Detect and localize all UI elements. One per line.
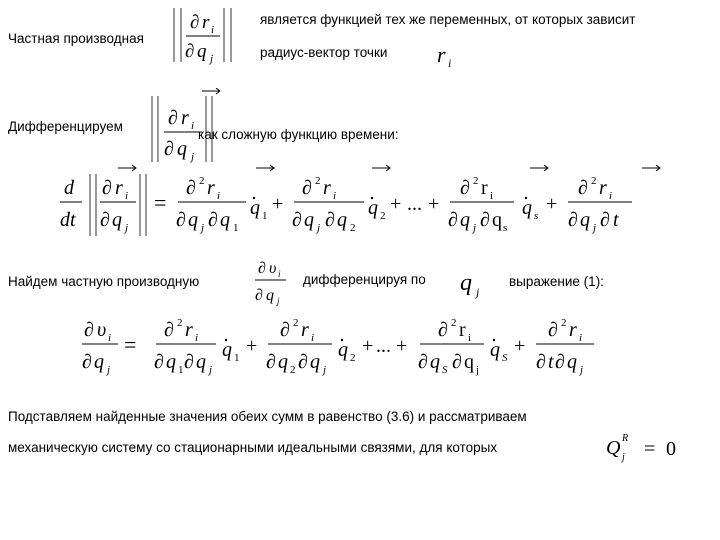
zero: 0 — [666, 438, 676, 460]
q: q — [112, 209, 122, 231]
sub-1: 1 — [262, 210, 268, 222]
Q: Q — [606, 437, 621, 459]
upsilon: υ — [97, 319, 107, 341]
q-dot: q — [250, 197, 260, 219]
plus: + — [390, 193, 402, 215]
i-subscript: i — [448, 56, 452, 70]
q: q — [266, 287, 274, 304]
plus: + — [246, 335, 258, 357]
paragraph2-tail: как сложную функцию времени: — [198, 127, 399, 142]
formula-partial-ri-qj-1 — [168, 4, 238, 66]
i: i — [468, 332, 472, 344]
sub-1: 1 — [234, 352, 240, 364]
partial: ∂ — [568, 209, 578, 231]
dt-denominator: dt — [60, 209, 76, 231]
formula-partial-vi-qj — [250, 252, 292, 310]
partial: ∂ — [84, 319, 94, 341]
partial: ∂ — [100, 209, 110, 231]
partial: ∂ — [292, 209, 302, 231]
sub-s: s — [534, 210, 539, 222]
power-2: 2 — [293, 317, 299, 329]
q: q — [94, 351, 104, 373]
r: r — [599, 177, 607, 199]
r: r — [569, 319, 577, 341]
q-dot: q — [222, 339, 232, 361]
numerator-r: r — [202, 12, 210, 33]
partial: ∂ — [536, 351, 546, 373]
partial: ∂ — [258, 260, 266, 277]
q: q — [310, 351, 320, 373]
power-2: 2 — [315, 175, 321, 187]
power-2: 2 — [473, 175, 479, 187]
plus: + — [428, 193, 440, 215]
denominator-q: q — [177, 138, 187, 160]
sub-2: 2 — [290, 364, 296, 376]
partial: ∂ — [164, 319, 174, 341]
q: q — [464, 351, 474, 373]
plus: + — [546, 193, 558, 215]
i: i — [278, 269, 281, 279]
ellipsis: ... — [376, 335, 391, 357]
q: q — [337, 209, 347, 231]
r: r — [459, 319, 466, 341]
partial: ∂ — [578, 177, 588, 199]
paragraph3-lead: Найдем частную производную — [8, 274, 200, 289]
power-2: 2 — [591, 175, 597, 187]
r: r — [301, 319, 309, 341]
plus: + — [272, 193, 284, 215]
q: q — [460, 270, 472, 296]
q: q — [492, 209, 502, 231]
partial: ∂ — [325, 209, 335, 231]
partial: ∂ — [460, 177, 470, 199]
ellipsis: ... — [407, 193, 422, 215]
i: i — [579, 332, 583, 344]
q: q — [188, 209, 198, 231]
q: q — [460, 209, 470, 231]
j: j — [473, 222, 477, 234]
q: q — [430, 351, 440, 373]
i: i — [609, 190, 613, 202]
i: i — [108, 332, 112, 344]
partial: ∂ — [452, 351, 462, 373]
i: i — [311, 332, 315, 344]
sub-2: 2 — [380, 210, 386, 222]
numerator-i: i — [191, 120, 195, 132]
paragraph2-lead: Дифференцируем — [8, 119, 123, 134]
denominator-partial: ∂ — [164, 138, 174, 160]
j: j — [317, 222, 321, 234]
denominator-j: j — [191, 151, 195, 163]
paragraph3-tail: выражение (1): — [509, 274, 604, 289]
partial: ∂ — [418, 351, 428, 373]
numerator-i: i — [211, 24, 215, 36]
q: q — [220, 209, 230, 231]
partial: ∂ — [154, 351, 164, 373]
paragraph1-lead: Частная производная — [8, 31, 144, 46]
j: j — [323, 364, 327, 376]
numerator-r: r — [181, 107, 189, 129]
partial: ∂ — [184, 351, 194, 373]
partial: ∂ — [102, 177, 112, 199]
j: j — [125, 222, 129, 234]
paragraph1-line2: радиус-вектор точки — [260, 45, 388, 60]
sub-2: 2 — [350, 222, 356, 234]
r: r — [481, 177, 488, 199]
paragraph4-line1: Подставляем найденные значения обеих сумм в равенство (3.6) и рассматриваем — [8, 409, 527, 424]
denominator-j: j — [210, 53, 214, 65]
sub-S: S — [502, 352, 508, 364]
paragraph4-line2: механическую систему со стационарными идеальными связями, для которых — [8, 440, 498, 455]
equation-partial-velocity — [80, 310, 600, 386]
power-2: 2 — [561, 317, 567, 329]
formula-partial-ri-qj-2 — [146, 88, 220, 168]
partial: ∂ — [280, 319, 290, 341]
q: q — [304, 209, 314, 231]
j: j — [476, 364, 480, 376]
equals: = — [124, 332, 137, 357]
paragraph1-line1: является функцией тех же переменных, от которых зависит — [260, 12, 636, 27]
sub-s: s — [503, 222, 508, 234]
sub-1: 1 — [233, 222, 239, 234]
j: j — [580, 364, 584, 376]
equals: = — [644, 438, 656, 460]
j: j — [107, 364, 111, 376]
q: q — [196, 351, 206, 373]
q-dot: q — [522, 197, 532, 219]
denominator-q: q — [197, 41, 207, 62]
q-dot: q — [490, 339, 500, 361]
numerator-partial: ∂ — [168, 107, 178, 129]
partial: ∂ — [480, 209, 490, 231]
r-symbol: r — [437, 42, 446, 67]
partial: ∂ — [600, 209, 610, 231]
partial: ∂ — [298, 351, 308, 373]
numerator-partial: ∂ — [190, 12, 200, 33]
radius-vector-ri — [425, 40, 465, 72]
r: r — [207, 177, 215, 199]
j: j — [593, 222, 597, 234]
q: q — [580, 209, 590, 231]
i: i — [217, 190, 221, 202]
partial: ∂ — [186, 177, 196, 199]
i: i — [490, 190, 494, 202]
r: r — [115, 177, 123, 199]
r: r — [323, 177, 331, 199]
denominator-partial: ∂ — [185, 41, 195, 62]
partial: ∂ — [448, 209, 458, 231]
plus: + — [362, 335, 374, 357]
formula-QjR-equals-zero — [600, 428, 690, 468]
equals: = — [154, 190, 167, 215]
variable-qj — [452, 266, 496, 302]
subscript-j: j — [622, 452, 625, 463]
j: j — [476, 285, 480, 299]
partial: ∂ — [82, 351, 92, 373]
partial: ∂ — [548, 319, 558, 341]
q: q — [166, 351, 176, 373]
partial: ∂ — [208, 209, 218, 231]
j: j — [277, 296, 280, 306]
sub-2: 2 — [350, 352, 356, 364]
q-dot: q — [338, 339, 348, 361]
partial: ∂ — [266, 351, 276, 373]
plus: + — [396, 335, 408, 357]
d-numerator: d — [64, 177, 74, 199]
t: t — [613, 209, 619, 231]
upsilon: υ — [269, 260, 277, 277]
j: j — [209, 364, 213, 376]
i: i — [195, 332, 199, 344]
equation-time-derivative — [50, 160, 690, 250]
sub-1: 1 — [178, 364, 184, 376]
q-dot: q — [368, 197, 378, 219]
power-2: 2 — [177, 317, 183, 329]
partial: ∂ — [176, 209, 186, 231]
q: q — [278, 351, 288, 373]
t: t — [548, 351, 554, 373]
power-2: 2 — [199, 175, 205, 187]
superscript-R: R — [622, 433, 629, 444]
j: j — [201, 222, 205, 234]
partial: ∂ — [255, 287, 263, 304]
i: i — [333, 190, 337, 202]
plus: + — [514, 335, 526, 357]
partial: ∂ — [438, 319, 448, 341]
partial: ∂ — [555, 351, 565, 373]
partial: ∂ — [302, 177, 312, 199]
i: i — [125, 190, 129, 202]
power-2: 2 — [451, 317, 457, 329]
r: r — [185, 319, 193, 341]
sub-S: S — [442, 364, 448, 376]
paragraph3-middle: дифференцируя по — [303, 272, 426, 287]
q: q — [567, 351, 577, 373]
